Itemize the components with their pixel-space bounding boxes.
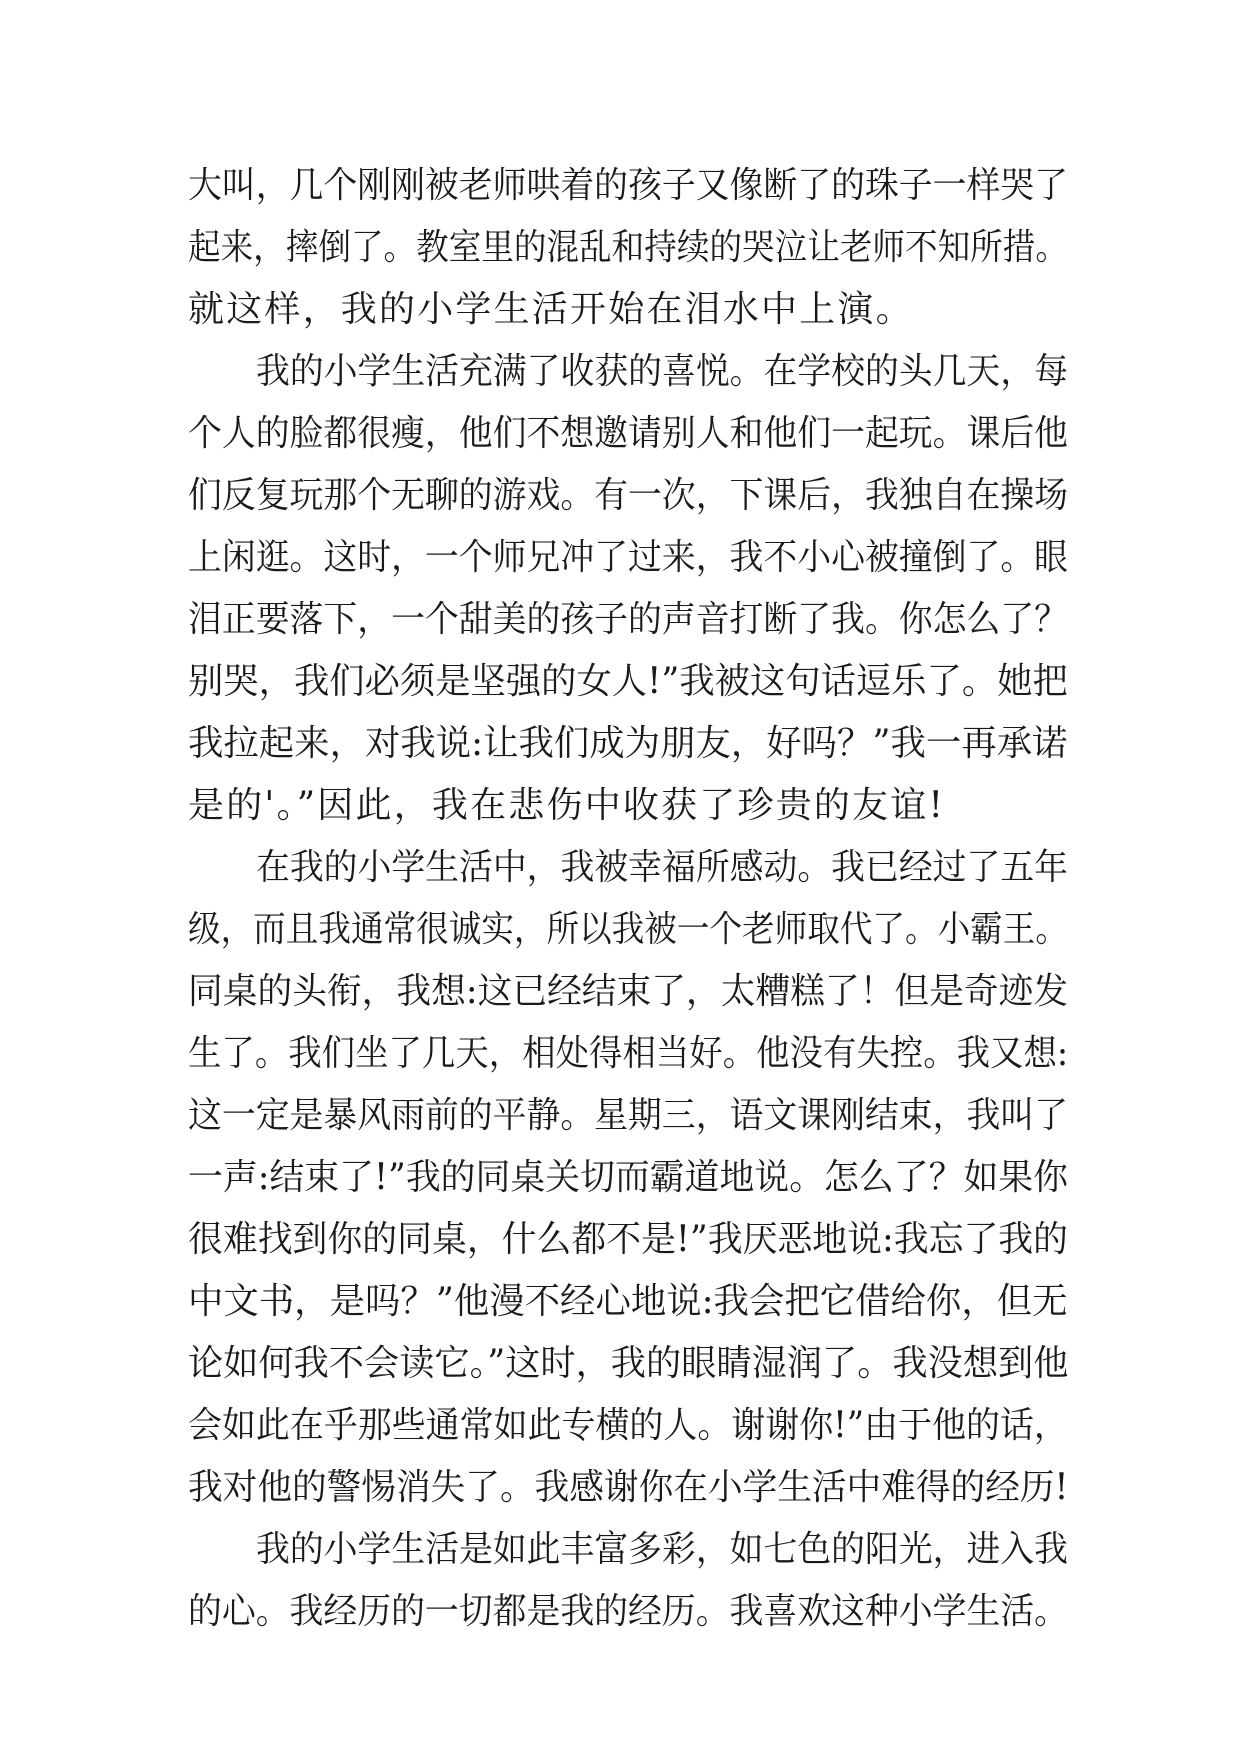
text-line-7: 上闲逛。这时，一个师兄冲了过来，我不小心被撞倒了。眼: [188, 537, 1069, 578]
text-line-3: 就这样，我的小学生活开始在泪水中上演。: [188, 289, 914, 330]
text-line-21: 会如此在乎那些通常如此专横的人。谢谢你!”由于他的话，: [188, 1405, 1068, 1446]
text-line-20: 论如何我不会读它。”这时，我的眼睛湿润了。我没想到他: [188, 1343, 1069, 1384]
text-line-12: 在我的小学生活中，我被幸福所感动。我已经过了五年: [256, 847, 1069, 888]
text-line-9: 别哭，我们必须是坚强的女人!”我被这句话逗乐了。她把: [188, 661, 1068, 702]
text-line-6: 们反复玩那个无聊的游戏。有一次，下课后，我独自在操场: [188, 475, 1069, 516]
text-line-8: 泪正要落下，一个甜美的孩子的声音打断了我。你怎么了？: [188, 599, 1069, 640]
text-line-18: 很难找到你的同桌，什么都不是!”我厌恶地说:我忘了我的: [188, 1219, 1069, 1260]
text-line-15: 生了。我们坐了几天，相处得相当好。他没有失控。我又想:: [188, 1033, 1069, 1074]
text-line-5: 个人的脸都很瘦，他们不想邀请别人和他们一起玩。课后他: [188, 413, 1069, 454]
text-line-16: 这一定是暴风雨前的平静。星期三，语文课刚结束，我叫了: [188, 1095, 1069, 1136]
text-line-22: 我对他的警惕消失了。我感谢你在小学生活中难得的经历!: [188, 1467, 1069, 1508]
text-line-1: 大叫，几个刚刚被老师哄着的孩子又像断了的珠子一样哭了: [188, 165, 1069, 206]
text-line-10: 我拉起来，对我说:让我们成为朋友，好吗？”我一再承诺: [188, 723, 1068, 764]
text-line-11: 是的'。”因此，我在悲伤中收获了珍贵的友谊!: [188, 785, 946, 826]
text-line-24: 的心。我经历的一切都是我的经历。我喜欢这种小学生活。: [188, 1591, 1069, 1632]
text-line-23: 我的小学生活是如此丰富多彩，如七色的阳光，进入我: [256, 1529, 1069, 1570]
text-line-4: 我的小学生活充满了收获的喜悦。在学校的头几天，每: [256, 351, 1069, 392]
text-line-2: 起来，摔倒了。教室里的混乱和持续的哭泣让老师不知所措。: [188, 227, 1068, 268]
text-line-19: 中文书，是吗？”他漫不经心地说:我会把它借给你，但无: [188, 1281, 1068, 1322]
text-line-14: 同桌的头衔，我想:这已经结束了，太糟糕了！但是奇迹发: [188, 971, 1069, 1012]
text-line-13: 级，而且我通常很诚实，所以我被一个老师取代了。小霸王。: [188, 909, 1068, 950]
text-line-17: 一声:结束了!”我的同桌关切而霸道地说。怎么了？如果你: [188, 1157, 1069, 1198]
